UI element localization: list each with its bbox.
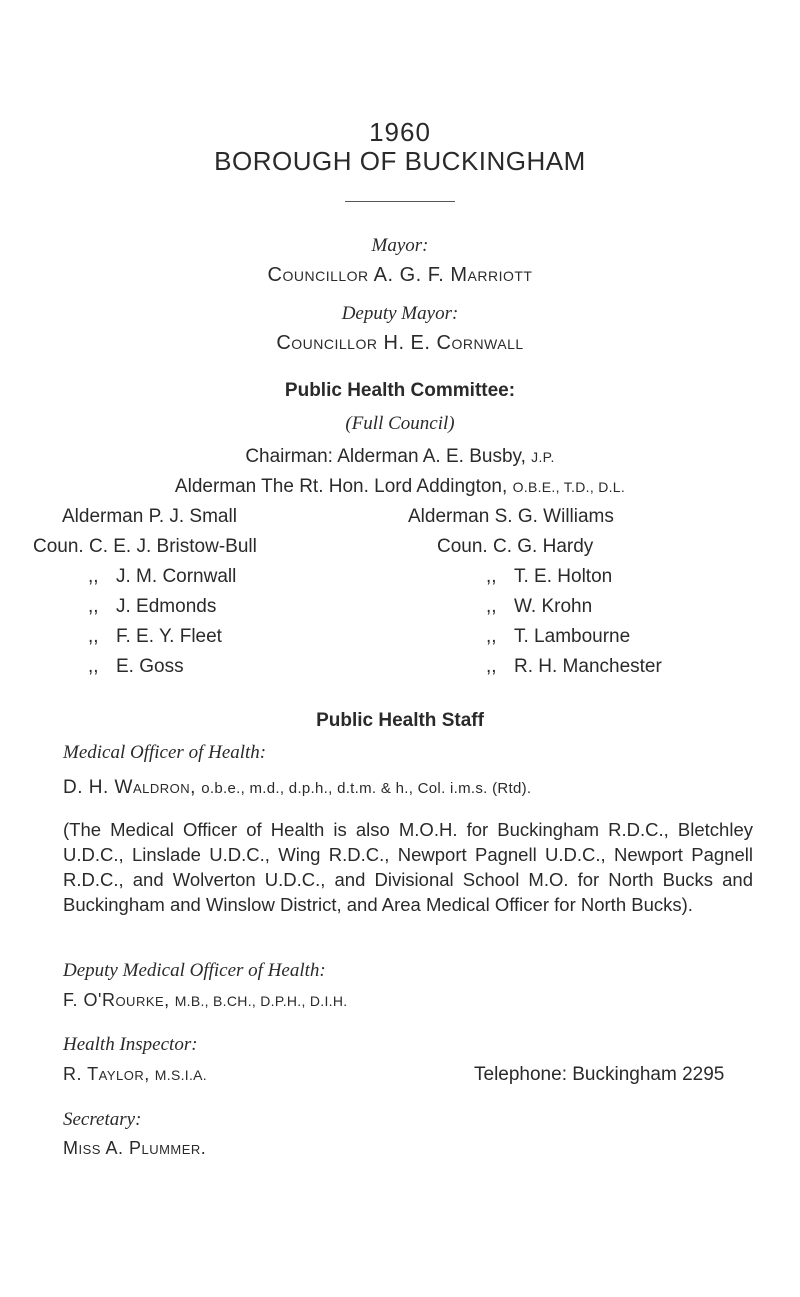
- deputy-moh-line: [63, 990, 347, 1011]
- left-member-0: Alderman P. J. Small: [62, 506, 237, 527]
- ditto-mark: ,,: [88, 656, 99, 677]
- addington-line: [0, 476, 800, 498]
- left-member-3-row: [88, 596, 216, 618]
- inspector-name: R. Taylor,: [63, 1064, 150, 1084]
- right-member-2: T. E. Holton: [514, 566, 613, 587]
- moh-name: D. H. Waldron,: [63, 777, 196, 798]
- right-member-4: T. Lambourne: [514, 626, 631, 647]
- moh-label: Medical Officer of Health:: [63, 742, 267, 763]
- left-member-4: F. E. Y. Fleet: [116, 626, 222, 647]
- inspector-label: Health Inspector:: [63, 1034, 198, 1055]
- left-member-3: J. Edmonds: [116, 596, 217, 617]
- inspector-quals: M.S.I.A.: [154, 1067, 207, 1083]
- right-member-5: R. H. Manchester: [514, 656, 662, 677]
- ditto-mark: ,,: [486, 656, 497, 677]
- deputy-mayor-label: Deputy Mayor:: [341, 303, 459, 324]
- mayor-label: Mayor:: [371, 235, 429, 256]
- mayor-name: Councillor A. G. F. Marriott: [267, 264, 533, 286]
- left-member-2: J. M. Cornwall: [116, 566, 237, 587]
- ditto-mark: ,,: [486, 596, 497, 617]
- deputy-moh-quals: M.B., B.CH., D.P.H., D.I.H.: [174, 993, 348, 1009]
- telephone: Telephone: Buckingham 2295: [474, 1064, 725, 1085]
- divider-rule: [345, 201, 455, 202]
- right-member-5-row: [486, 656, 662, 678]
- ditto-mark: ,,: [88, 596, 99, 617]
- right-member-1: Coun. C. G. Hardy: [437, 536, 594, 557]
- year-heading: 1960: [369, 117, 431, 147]
- ditto-mark: ,,: [88, 626, 99, 647]
- addington-suffix: O.B.E., T.D., D.L.: [512, 479, 626, 495]
- committee-subheading: (Full Council): [345, 413, 455, 434]
- committee-heading: Public Health Committee:: [284, 380, 516, 401]
- deputy-moh-label: Deputy Medical Officer of Health:: [63, 960, 326, 981]
- borough-title: BOROUGH OF BUCKINGHAM: [214, 146, 586, 176]
- ditto-mark: ,,: [486, 626, 497, 647]
- inspector-line: [63, 1064, 207, 1085]
- secretary-name: Miss A. Plummer.: [63, 1138, 207, 1158]
- right-member-4-row: [486, 626, 630, 648]
- left-member-5: E. Goss: [116, 656, 184, 677]
- deputy-mayor-name: Councillor H. E. Cornwall: [276, 332, 524, 354]
- deputy-moh-name: F. O'Rourke,: [63, 990, 170, 1010]
- chairman-label: Chairman:: [245, 446, 333, 467]
- moh-note: (The Medical Officer of Health is also M.O.H. for Buckingham R.D.C., Bletchley U.D.C., Linslade U.D.C., Wing R.D.C., Newport Pagnell U.D.C., Newport Pagnell R.D.C., and Wolverton U.D.C., and Divisional School M.O. for North Bucks and Buckingham and Winslow District, and Area Medical Officer for North Bucks).: [63, 819, 753, 915]
- ditto-mark: ,,: [486, 566, 497, 587]
- chairman-suffix: J.P.: [531, 449, 555, 465]
- addington-name: Alderman The Rt. Hon. Lord Addington,: [174, 476, 508, 497]
- left-member-5-row: [88, 656, 184, 678]
- left-member-4-row: [88, 626, 222, 648]
- right-member-2-row: [486, 566, 612, 588]
- right-member-0: Alderman S. G. Williams: [408, 506, 614, 527]
- left-member-2-row: [88, 566, 236, 588]
- staff-heading: Public Health Staff: [316, 710, 484, 731]
- right-member-3: W. Krohn: [514, 596, 593, 617]
- right-member-3-row: [486, 596, 592, 618]
- ditto-mark: ,,: [88, 566, 99, 587]
- secretary-label: Secretary:: [63, 1109, 142, 1130]
- moh-line: [63, 777, 531, 799]
- moh-quals: o.b.e., m.d., d.p.h., d.t.m. & h., Col. i.m.s. (Rtd).: [201, 780, 532, 797]
- left-member-1: Coun. C. E. J. Bristow-Bull: [33, 536, 257, 557]
- chairman-line: [0, 446, 800, 468]
- chairman-name: Alderman A. E. Busby,: [337, 446, 526, 467]
